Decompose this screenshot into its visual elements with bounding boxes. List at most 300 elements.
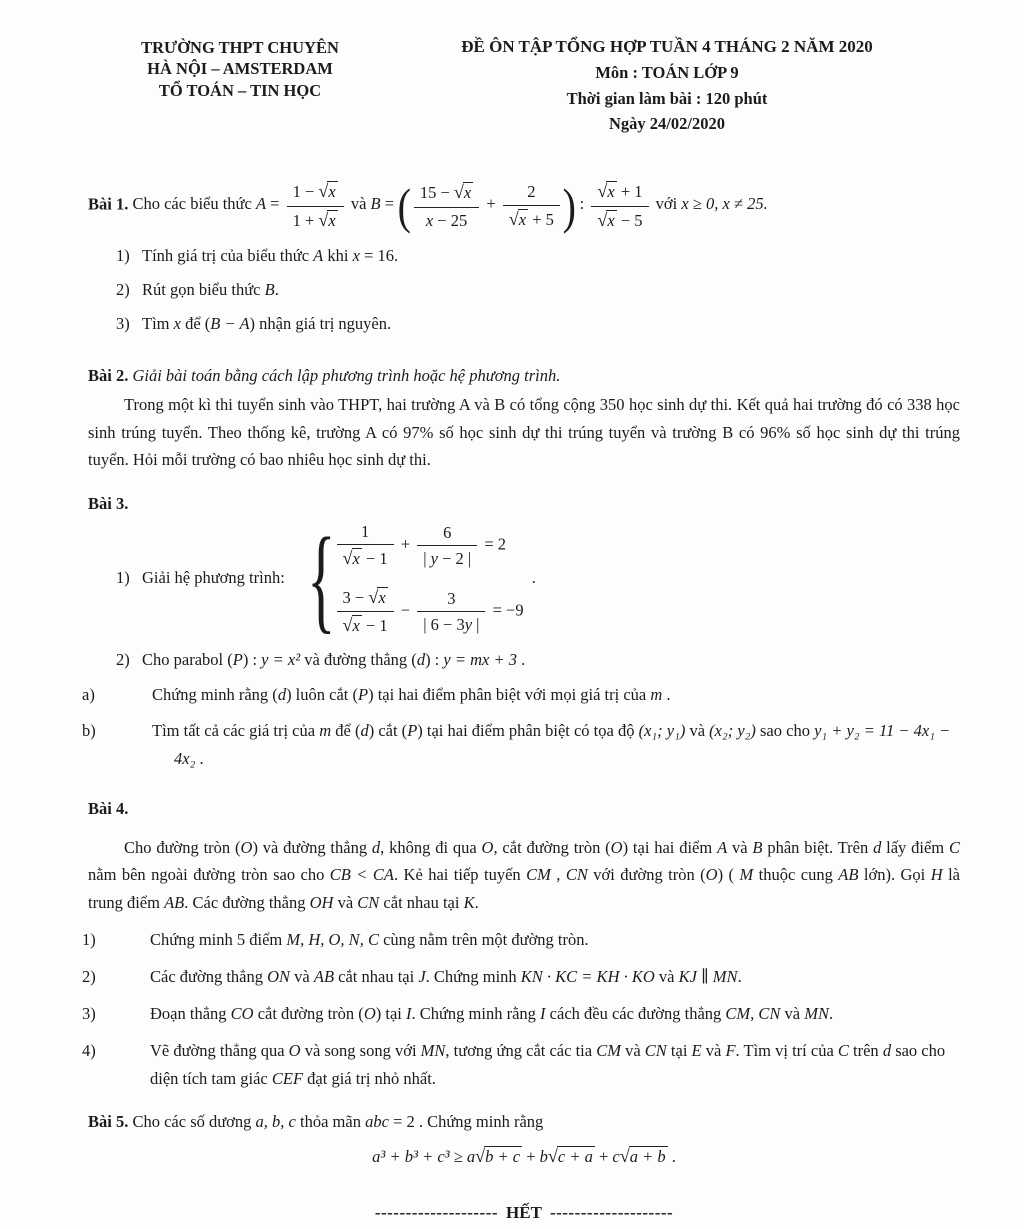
denominator	[414, 208, 479, 231]
math-text: .	[828, 1004, 834, 1024]
math-text: +	[396, 534, 415, 554]
math-text: |	[423, 549, 431, 569]
radical-icon: √	[619, 1145, 630, 1166]
math-text: CO	[230, 1004, 254, 1024]
math-text: 2)	[116, 280, 130, 300]
math-text: y₁ + y₂ = 11 − 4x₁ − 4x₂	[174, 721, 951, 769]
math-text: CEF	[271, 1069, 304, 1089]
radical-icon: √	[547, 1145, 558, 1166]
math-text: ) cắt (	[368, 721, 408, 741]
exam-date: Ngày 24/02/2020	[609, 114, 725, 134]
math-text: Cho đường tròn (	[124, 837, 241, 857]
math-text: +	[482, 194, 500, 214]
math-text: ) tại	[375, 1004, 406, 1024]
fraction	[417, 521, 477, 570]
math-text: sao cho	[755, 721, 815, 741]
square-root	[318, 182, 337, 201]
math-text: thỏa mãn	[295, 1112, 366, 1132]
math-text: = −9	[488, 600, 524, 620]
school-name: TRƯỜNG THPT CHUYÊN	[141, 38, 339, 57]
square-root	[343, 616, 362, 635]
bai1-items	[116, 242, 960, 339]
math-text: khi	[323, 246, 353, 266]
math-text: Vẽ đường thẳng qua	[150, 1041, 289, 1061]
math-text: x	[352, 549, 360, 569]
end-dashes-left: --------------------	[374, 1202, 499, 1222]
math-text: với	[651, 194, 682, 214]
math-text: B	[752, 837, 763, 857]
math-text: 1 −	[292, 182, 319, 202]
math-text: P	[358, 685, 369, 705]
bai5-intro	[132, 1112, 543, 1131]
math-text: .	[527, 567, 536, 587]
math-text: Giải hệ phương trình:	[142, 567, 289, 587]
math-text: CN	[644, 1041, 667, 1061]
math-text: y	[464, 615, 473, 635]
math-text: , không đi qua	[380, 837, 482, 857]
numerator	[591, 179, 648, 207]
denominator	[287, 207, 344, 233]
math-text: và	[333, 892, 358, 912]
math-text: . Kẻ hai tiếp tuyến	[393, 865, 527, 885]
math-text: M, H, O, N, C	[286, 930, 379, 950]
math-text: H	[930, 865, 943, 885]
bai4-item-4	[82, 1037, 960, 1093]
math-text: ) (	[717, 865, 740, 885]
math-text: d	[882, 1041, 892, 1061]
math-text: CM, CN	[725, 1004, 781, 1024]
math-text: − 25	[433, 210, 468, 230]
math-text: CM	[596, 1041, 621, 1061]
math-text: P	[232, 649, 243, 669]
numerator	[417, 521, 477, 546]
math-text: 1)	[82, 930, 96, 950]
bai1-intro-formula	[132, 177, 768, 234]
math-text: d	[371, 837, 381, 857]
math-text: a	[466, 1146, 476, 1166]
math-text: x	[607, 182, 615, 202]
denominator	[503, 206, 560, 232]
math-text: cách đều các đường thẳng	[545, 1004, 726, 1024]
math-text: 3 −	[342, 587, 369, 607]
math-text: c	[612, 1146, 620, 1166]
math-text: MN	[804, 1004, 829, 1024]
math-text: ) và đường thẳng	[252, 837, 372, 857]
math-text: − 5	[616, 210, 643, 230]
math-text: Chứng minh 5 điểm	[150, 930, 287, 950]
math-text: O	[288, 1041, 301, 1061]
square-root	[597, 211, 616, 230]
math-text: Cho parabol (	[142, 649, 233, 669]
math-text: F	[725, 1041, 736, 1061]
math-text: x	[378, 587, 386, 607]
math-text: OH	[309, 892, 334, 912]
math-text: = 2 . Chứng minh rằng	[388, 1112, 544, 1132]
math-text: KJ ∥ MN	[678, 967, 738, 987]
bai2-label: Bài 2.	[88, 365, 129, 385]
square-root	[343, 549, 362, 568]
big-parenthesis: (	[397, 177, 412, 234]
math-text: AB	[313, 967, 335, 987]
math-text: y = x²	[261, 649, 301, 669]
math-text: +	[522, 1146, 540, 1166]
denominator	[591, 207, 648, 233]
math-text: và song song với	[300, 1041, 421, 1061]
math-text: m	[650, 685, 663, 705]
radical-icon: √	[318, 181, 329, 202]
bai4-label: Bài 4.	[88, 798, 129, 818]
numerator	[414, 180, 479, 208]
math-text: .	[662, 685, 671, 705]
math-text: abc	[365, 1112, 389, 1132]
math-text: 2)	[116, 649, 130, 669]
bai3-item-2a	[82, 681, 960, 709]
math-text: ) tại hai điểm phân biệt với mọi giá trị của	[368, 685, 651, 705]
radical-icon: √	[368, 586, 379, 607]
math-text: lớn). Gọi	[858, 865, 931, 885]
radicand	[629, 1146, 668, 1167]
math-text: −	[396, 600, 415, 620]
end-dashes-right: --------------------	[549, 1202, 674, 1222]
math-text: I	[540, 1004, 546, 1024]
math-text: x	[328, 182, 336, 202]
math-text: P	[407, 721, 418, 741]
math-text: trên	[848, 1041, 883, 1061]
end-marker	[88, 1199, 960, 1226]
math-text: y = mx + 3	[443, 649, 517, 669]
section-bai-4	[82, 796, 960, 1094]
math-text: Đoạn thẳng	[150, 1004, 231, 1024]
square-root	[548, 1147, 595, 1166]
math-text: cắt nhau tại	[334, 967, 419, 987]
bai4-paragraph	[88, 834, 960, 916]
math-text: I	[405, 1004, 412, 1024]
denominator	[417, 612, 485, 635]
square-root	[620, 1147, 668, 1166]
math-text: 3)	[82, 1004, 96, 1024]
math-text: d	[416, 649, 426, 669]
math-text: và	[620, 1041, 645, 1061]
math-text: =	[380, 194, 399, 214]
math-text: 15 −	[419, 183, 454, 203]
math-text: |	[472, 615, 480, 635]
math-text: Tính giá trị của biểu thức	[142, 246, 314, 266]
math-text: tại	[666, 1041, 692, 1061]
radicand	[463, 182, 473, 203]
section-bai-2	[88, 363, 960, 474]
math-text: O	[705, 865, 718, 885]
radical-icon: √	[318, 209, 329, 230]
math-text: và	[654, 967, 679, 987]
bai4-item-1	[82, 926, 960, 954]
section-bai-3	[82, 491, 960, 773]
math-text: CM , CN	[526, 865, 588, 885]
fraction	[503, 180, 560, 231]
math-text: A	[717, 837, 728, 857]
bai3-label: Bài 3.	[88, 494, 129, 514]
math-text: A	[313, 246, 324, 266]
math-text: K	[463, 892, 475, 912]
math-text: ON	[267, 967, 291, 987]
math-text: x	[607, 210, 615, 230]
math-text: a, b, c	[255, 1112, 296, 1132]
math-text: B	[370, 194, 381, 214]
exam-subject: Môn : TOÁN LỚP 9	[595, 63, 739, 83]
fraction	[287, 179, 344, 232]
denominator	[337, 612, 394, 638]
math-text: b)	[82, 721, 96, 741]
bai1-item-3	[116, 310, 960, 339]
math-text: 1	[360, 521, 370, 541]
math-text: , tương ứng cắt các tia	[445, 1041, 597, 1061]
math-text: x	[518, 209, 527, 229]
math-text: M	[739, 865, 754, 885]
math-text: ) tại hai điểm	[622, 837, 718, 857]
radicand	[606, 210, 616, 231]
math-text: E	[691, 1041, 702, 1061]
numerator	[337, 520, 394, 545]
math-text: a³ + b³ + c³	[372, 1146, 450, 1166]
math-text: Cho các biểu thức	[132, 194, 256, 214]
math-text: ) luôn cắt (	[286, 685, 358, 705]
math-text: Chứng minh rằng (	[152, 685, 278, 705]
math-text: Các đường thẳng	[150, 967, 268, 987]
math-text: x	[425, 210, 434, 230]
math-text: , cắt đường tròn (	[493, 837, 611, 857]
document-header	[88, 34, 960, 137]
radicand	[606, 181, 616, 202]
math-text: 4)	[82, 1041, 96, 1061]
math-text: A	[255, 194, 267, 214]
math-text: O	[481, 837, 494, 857]
math-text: ) nhận giá trị nguyên.	[249, 313, 392, 333]
math-text: . Các đường thẳng	[184, 892, 310, 912]
radical-icon: √	[342, 548, 353, 569]
math-text: .	[474, 892, 479, 912]
square-root	[318, 211, 337, 230]
square-root	[368, 588, 387, 607]
math-text: .	[737, 967, 742, 987]
math-text: và	[685, 721, 710, 741]
big-parenthesis: )	[562, 177, 576, 234]
math-text: +	[594, 1146, 613, 1166]
square-root	[475, 1147, 522, 1166]
math-text: AB	[838, 865, 859, 885]
math-text: và	[346, 194, 371, 214]
bai2-body: Trong một kì thi tuyển sinh vào THPT, hai trường A và B có tổng cộng 350 học sinh dự thi. Kết quả hai trường đó có 338 học sinh trúng tuyển. Theo thống kê, trường A có 97% số học sinh dự thi trúng tuyển và trường B có 96% số học sinh dự thi trúng tuyển. Hỏi mỗi trường có bao nhiêu học sinh dự thi.	[88, 395, 960, 469]
math-text: 1)	[116, 567, 130, 587]
math-text: ) :	[425, 649, 444, 669]
math-text: O	[240, 837, 253, 857]
math-text: b	[539, 1146, 548, 1166]
math-text: x	[463, 183, 472, 203]
math-text: phân biệt. Trên	[762, 837, 874, 857]
bai4-items	[82, 926, 960, 1093]
math-text: 1 +	[292, 210, 319, 230]
radicand	[484, 1146, 522, 1167]
math-text: để (	[331, 721, 361, 741]
bai5-inequality	[88, 1142, 960, 1171]
section-bai-1	[88, 179, 960, 232]
math-text: Rút gọn biểu thức	[142, 280, 265, 300]
department: TỔ TOÁN – TIN HỌC	[158, 80, 322, 100]
math-text: .	[517, 649, 526, 669]
math-text: + 5	[528, 209, 554, 229]
math-text: CB < CA	[329, 865, 394, 885]
math-text: (x₂; y₂)	[709, 721, 756, 741]
numerator	[337, 585, 394, 613]
math-text: x	[328, 210, 336, 230]
bai4-item-2	[82, 963, 960, 991]
fraction	[337, 520, 394, 571]
math-text: KN · KC = KH · KO	[520, 967, 655, 987]
math-text: CN	[357, 892, 380, 912]
bai4-item-3	[82, 1000, 960, 1028]
fraction	[591, 179, 648, 232]
numerator	[503, 180, 560, 205]
bai1-item-1	[116, 242, 960, 271]
system-line	[334, 520, 524, 571]
math-text: 6	[443, 522, 452, 542]
bai3-item-1-system	[116, 512, 960, 644]
radical-icon: √	[597, 181, 608, 202]
bai1-item-2	[116, 276, 960, 305]
radicand	[327, 181, 337, 202]
math-text: O	[610, 837, 623, 857]
bai3-item-2b	[82, 717, 960, 773]
math-text: =	[266, 194, 284, 214]
math-text: .	[195, 749, 204, 769]
math-text: cùng nằm trên một đường tròn.	[378, 930, 589, 950]
math-text: ) tại hai điểm phân biệt có tọa độ	[417, 721, 639, 741]
math-text: a + b	[629, 1146, 666, 1166]
math-text: x	[173, 313, 181, 333]
math-text: − 1	[361, 549, 388, 569]
math-text: thuộc cung	[753, 865, 839, 885]
math-text: và	[727, 837, 753, 857]
exam-title: ĐỀ ÔN TẬP TỔNG HỢP TUẦN 4 THÁNG 2 NĂM 2020	[461, 37, 873, 56]
system-lines	[334, 520, 524, 638]
math-text: O	[363, 1004, 376, 1024]
math-text: và	[290, 967, 314, 987]
math-text: ) :	[242, 649, 262, 669]
math-text: lấy điểm	[881, 837, 949, 857]
square-root	[597, 182, 616, 201]
school-block	[106, 34, 374, 101]
radicand	[352, 548, 362, 569]
math-text: 1)	[116, 246, 130, 266]
math-text: . Tìm vị trí của	[735, 1041, 838, 1061]
math-text: nằm bên ngoài đường tròn sao cho	[88, 865, 330, 885]
fraction	[417, 587, 485, 636]
math-text: và đường thẳng (	[300, 649, 417, 669]
math-text: với đường tròn (	[587, 865, 706, 885]
math-text: x	[352, 246, 360, 266]
radical-icon: √	[597, 209, 608, 230]
math-text: x ≥ 0, x ≠ 25.	[681, 194, 768, 214]
radicand	[377, 587, 387, 608]
math-text: B	[264, 280, 275, 300]
math-text: AB	[164, 892, 185, 912]
math-text: m	[319, 721, 332, 741]
square-root	[509, 210, 528, 229]
math-text: và	[701, 1041, 726, 1061]
system-brace-icon: {	[307, 512, 336, 644]
numerator	[417, 587, 485, 612]
system-line	[334, 585, 524, 638]
math-text: đạt giá trị nhỏ nhất.	[303, 1069, 436, 1089]
math-text: | 6 − 3	[423, 615, 465, 635]
math-text: C	[837, 1041, 849, 1061]
exam-info-block	[374, 34, 960, 137]
math-text: a)	[82, 685, 95, 705]
numerator	[287, 179, 344, 207]
math-text: :	[575, 194, 589, 214]
math-text: MN	[420, 1041, 446, 1061]
denominator	[417, 546, 477, 569]
math-text: J	[418, 967, 426, 987]
math-text: cắt đường tròn (	[253, 1004, 364, 1024]
math-text: 3	[447, 588, 456, 608]
math-text: y	[430, 549, 438, 569]
math-text: Tìm	[142, 313, 174, 333]
math-text: C	[948, 837, 960, 857]
math-text: = 2	[480, 534, 507, 554]
radical-icon: √	[508, 208, 519, 229]
math-text: để (	[180, 313, 211, 333]
math-text: c + a	[557, 1146, 593, 1166]
math-text: 2)	[82, 967, 96, 987]
radical-icon: √	[475, 1145, 486, 1166]
math-text: Cho các số dương	[132, 1112, 256, 1132]
radical-icon: √	[453, 182, 464, 203]
radicand	[557, 1146, 595, 1167]
fraction	[337, 585, 394, 638]
radicand	[327, 210, 337, 231]
fraction	[414, 180, 479, 231]
math-text: − 1	[361, 616, 388, 636]
section-bai-5	[88, 1109, 960, 1135]
math-text: . Chứng minh rằng	[411, 1004, 541, 1024]
bai1-label: Bài 1.	[88, 194, 129, 214]
math-text: x	[352, 616, 360, 636]
denominator	[337, 545, 394, 571]
math-text: d	[360, 721, 369, 741]
math-text: là trung điểm	[88, 865, 960, 912]
math-text: − 2 |	[437, 549, 472, 569]
bai5-label: Bài 5.	[88, 1112, 129, 1132]
math-text: d	[277, 685, 287, 705]
school-name-2: HÀ NỘI – AMSTERDAM	[147, 59, 333, 79]
radical-icon: √	[342, 615, 353, 636]
square-root	[454, 183, 473, 202]
math-text: B − A	[210, 313, 250, 333]
end-label: HẾT	[506, 1202, 542, 1222]
math-text: b + c	[485, 1146, 521, 1166]
math-text: . Chứng minh	[425, 967, 521, 987]
math-text: .	[274, 280, 279, 300]
bai3-item-2	[116, 647, 960, 673]
math-text: = 16.	[359, 246, 399, 266]
math-text: .	[667, 1146, 676, 1166]
exam-duration: Thời gian làm bài : 120 phút	[566, 88, 768, 108]
bai2-title: Giải bài toán bằng cách lập phương trình hoặc hệ phương trình.	[132, 365, 561, 385]
math-text: 2	[527, 182, 536, 202]
equation-system	[293, 512, 524, 644]
math-text: ≥	[449, 1146, 467, 1166]
math-text: 3)	[116, 313, 130, 333]
radicand	[518, 209, 528, 230]
